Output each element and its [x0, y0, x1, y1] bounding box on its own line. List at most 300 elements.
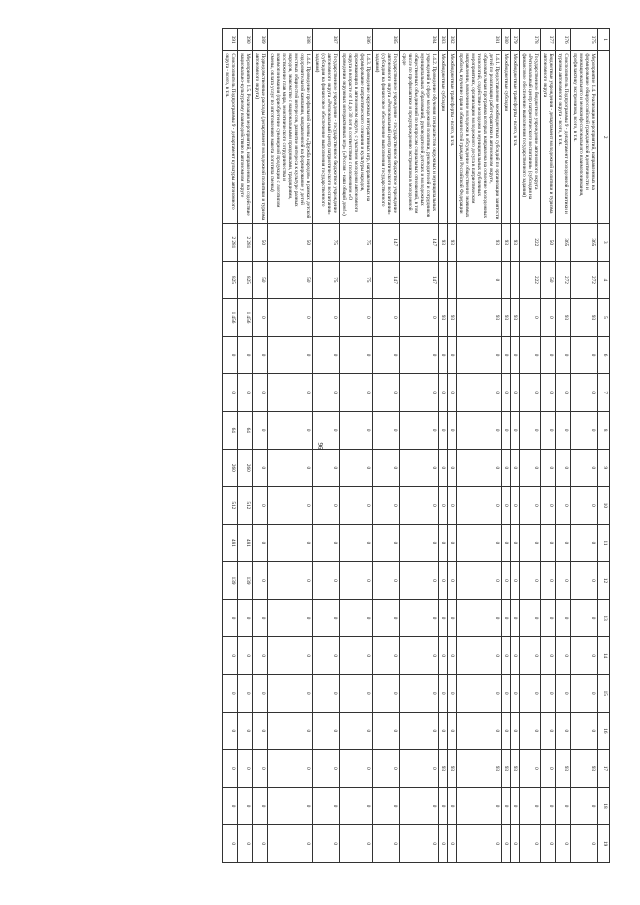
column-header: 18: [598, 787, 610, 825]
value-cell: 0: [511, 524, 520, 562]
row-description: Соисполнитель Подпрограммы 9 - департамент молодежной политики и туризма автономного округа - всего, в т.ч.: [556, 51, 571, 224]
value-cell: 50: [268, 224, 313, 262]
value-cell: 0: [448, 712, 457, 750]
row-number: 377: [541, 29, 556, 51]
value-cell: 0: [448, 411, 457, 449]
value-cell: 75: [340, 224, 373, 262]
value-cell: 93: [511, 224, 520, 262]
value-cell: 64: [238, 411, 253, 449]
table-row: [373, 29, 400, 863]
value-cell: 0: [448, 562, 457, 600]
value-cell: 0: [439, 825, 448, 863]
value-cell: 481: [238, 524, 253, 562]
value-cell: 93: [571, 299, 598, 337]
row-number: 378: [520, 29, 541, 51]
value-cell: 0: [556, 524, 571, 562]
value-cell: 0: [268, 449, 313, 487]
value-cell: 222: [520, 261, 541, 299]
value-cell: 0: [223, 637, 238, 675]
value-cell: 825: [238, 261, 253, 299]
value-cell: 825: [223, 261, 238, 299]
value-cell: 0: [571, 674, 598, 712]
value-cell: 0: [253, 524, 268, 562]
value-cell: 0: [373, 712, 400, 750]
value-cell: 93: [556, 299, 571, 337]
value-cell: 0: [511, 411, 520, 449]
value-cell: 0: [571, 374, 598, 412]
value-cell: 0: [400, 599, 439, 637]
row-description: Мероприятие 1.5. Реализация мероприятий, направленных на содействие национально-культурному взаимодействию в автономном округе: [238, 51, 253, 224]
value-cell: 0: [556, 449, 571, 487]
value-cell: 222: [520, 224, 541, 262]
column-header: 17: [598, 750, 610, 788]
value-cell: 0: [556, 674, 571, 712]
value-cell: 0: [439, 336, 448, 374]
value-cell: 0: [511, 712, 520, 750]
row-number: 376: [556, 29, 571, 51]
value-cell: 93: [448, 224, 457, 262]
value-cell: 147: [400, 224, 439, 262]
value-cell: 0: [340, 411, 373, 449]
value-cell: 93: [457, 224, 502, 262]
value-cell: 0: [439, 674, 448, 712]
value-cell: 260: [238, 449, 253, 487]
value-cell: 0: [457, 336, 502, 374]
value-cell: [448, 261, 457, 299]
value-cell: 0: [457, 374, 502, 412]
value-cell: 0: [448, 487, 457, 525]
value-cell: 0: [556, 374, 571, 412]
value-cell: 0: [373, 411, 400, 449]
value-cell: 0: [520, 299, 541, 337]
value-cell: 272: [571, 261, 598, 299]
value-cell: 0: [268, 787, 313, 825]
value-cell: 0: [571, 562, 598, 600]
value-cell: 0: [502, 637, 511, 675]
value-cell: 0: [373, 750, 400, 788]
value-cell: 0: [520, 411, 541, 449]
value-cell: 0: [511, 487, 520, 525]
value-cell: 0: [541, 674, 556, 712]
value-cell: 0: [502, 524, 511, 562]
value-cell: 147: [373, 224, 400, 262]
value-cell: 365: [556, 224, 571, 262]
value-cell: 0: [373, 637, 400, 675]
value-cell: 0: [520, 524, 541, 562]
value-cell: 0: [223, 336, 238, 374]
value-cell: 0: [439, 637, 448, 675]
value-cell: 0: [268, 750, 313, 788]
row-description: Бюджетные учреждения - департамент молодежной политики и туризма автономного округа: [541, 51, 556, 224]
value-cell: 481: [223, 524, 238, 562]
value-cell: 0: [448, 825, 457, 863]
value-cell: 0: [223, 599, 238, 637]
row-description: Межбюджетные субсидии: [502, 51, 511, 224]
value-cell: 93: [448, 750, 457, 788]
value-cell: 0: [541, 336, 556, 374]
value-cell: 0: [400, 449, 439, 487]
row-number: 388: [268, 29, 313, 51]
value-cell: 0: [541, 374, 556, 412]
value-cell: 93: [556, 750, 571, 788]
value-cell: 50: [268, 261, 313, 299]
value-cell: 512: [238, 487, 253, 525]
value-cell: 0: [556, 487, 571, 525]
value-cell: 0: [511, 787, 520, 825]
column-header: 15: [598, 674, 610, 712]
value-cell: 0: [313, 487, 340, 525]
value-cell: 0: [238, 674, 253, 712]
value-cell: 0: [457, 599, 502, 637]
value-cell: 0: [340, 487, 373, 525]
table-row: [571, 29, 598, 863]
value-cell: 93: [457, 299, 502, 337]
value-cell: 93: [457, 750, 502, 788]
value-cell: 0: [448, 637, 457, 675]
row-description: Подведомственные расходы (департамент молодежной политики и туризма автономного округа): [253, 51, 268, 224]
value-cell: 0: [253, 449, 268, 487]
table-row: [439, 29, 448, 863]
row-description: 1.4.1. Предоставление межбюджетных субсидий по организации занятости детей по реализации работ-практики в автономном округе, образовательная программа которых направлена на освоение молодежных технологий, содействие молодежи в муниципальных публичных мероприятиях, организацию молодежного досуга в патриотическом направлении, вовлечение молодежи в обсуждение общественно значимых проблем, изучение прав и обязанностей граждан Российской Федерации: [457, 51, 502, 224]
value-cell: 93: [502, 750, 511, 788]
value-cell: 0: [511, 637, 520, 675]
value-cell: 0: [541, 712, 556, 750]
value-cell: 0: [313, 750, 340, 788]
value-cell: 0: [571, 336, 598, 374]
value-cell: 0: [457, 261, 502, 299]
value-cell: 0: [340, 599, 373, 637]
value-cell: 0: [238, 712, 253, 750]
table-row: [448, 29, 457, 863]
value-cell: 0: [340, 449, 373, 487]
value-cell: 0: [439, 599, 448, 637]
table-row: [238, 29, 253, 863]
column-header: 2: [598, 51, 610, 224]
value-cell: 0: [313, 637, 340, 675]
column-header: 1: [598, 29, 610, 51]
value-cell: 0: [253, 637, 268, 675]
value-cell: 0: [556, 411, 571, 449]
row-number: 383: [439, 29, 448, 51]
column-header: 7: [598, 374, 610, 412]
value-cell: 0: [268, 825, 313, 863]
column-header: 12: [598, 562, 610, 600]
value-cell: 0: [400, 787, 439, 825]
value-cell: 0: [520, 449, 541, 487]
column-header: 5: [598, 299, 610, 337]
value-cell: 0: [313, 336, 340, 374]
value-cell: 2 281: [238, 224, 253, 262]
row-number: 380: [502, 29, 511, 51]
value-cell: 0: [313, 411, 340, 449]
value-cell: 0: [541, 299, 556, 337]
value-cell: 0: [268, 674, 313, 712]
value-cell: 93: [439, 750, 448, 788]
column-header: 11: [598, 524, 610, 562]
table-row: [313, 29, 340, 863]
value-cell: 0: [373, 449, 400, 487]
value-cell: 0: [313, 599, 340, 637]
value-cell: 0: [541, 562, 556, 600]
value-cell: 0: [439, 487, 448, 525]
value-cell: 0: [457, 712, 502, 750]
value-cell: 0: [502, 449, 511, 487]
value-cell: 0: [520, 825, 541, 863]
value-cell: 0: [313, 449, 340, 487]
row-description: Межбюджетные трансферты - всего, в т.ч.: [448, 51, 457, 224]
value-cell: 0: [268, 637, 313, 675]
value-cell: 0: [556, 825, 571, 863]
value-cell: 0: [556, 787, 571, 825]
value-cell: 0: [400, 562, 439, 600]
header-row: [598, 29, 610, 863]
value-cell: 0: [253, 487, 268, 525]
value-cell: 0: [448, 449, 457, 487]
value-cell: 0: [541, 449, 556, 487]
value-cell: 75: [340, 261, 373, 299]
value-cell: 0: [238, 336, 253, 374]
table-row: [541, 29, 556, 863]
page-number: 96: [316, 442, 324, 450]
value-cell: 272: [556, 261, 571, 299]
value-cell: 365: [571, 224, 598, 262]
value-cell: 0: [511, 449, 520, 487]
value-cell: 93: [439, 299, 448, 337]
value-cell: 0: [571, 637, 598, 675]
value-cell: 0: [541, 787, 556, 825]
value-cell: 0: [400, 825, 439, 863]
value-cell: 0: [541, 825, 556, 863]
value-cell: [511, 261, 520, 299]
value-cell: 0: [268, 336, 313, 374]
column-header: 3: [598, 224, 610, 262]
column-header: 16: [598, 712, 610, 750]
row-number: 379: [511, 29, 520, 51]
table-row: [400, 29, 439, 863]
value-cell: 0: [448, 374, 457, 412]
table-body: [223, 29, 598, 863]
value-cell: 0: [340, 787, 373, 825]
value-cell: 0: [268, 524, 313, 562]
row-description: 1.4.2. Проведение обучения специалистов окружных и муниципальных учреждений в сфере молодежной политики, руководителей и сотрудников муниципальных образований, руководителей детских и молодежных общественных объединений по вопросам социальных отношений, в том числе по профилактике и предупреждению экстремизма в молодежной среде: [400, 51, 439, 224]
value-cell: 0: [253, 299, 268, 337]
value-cell: 0: [238, 825, 253, 863]
value-cell: 0: [313, 374, 340, 412]
value-cell: 0: [268, 374, 313, 412]
table-row: [556, 29, 571, 863]
value-cell: 0: [373, 336, 400, 374]
value-cell: 0: [340, 674, 373, 712]
value-cell: 0: [253, 411, 268, 449]
row-number: 389: [253, 29, 268, 51]
value-cell: 0: [502, 374, 511, 412]
value-cell: 0: [340, 374, 373, 412]
value-cell: 1 456: [238, 299, 253, 337]
value-cell: 0: [556, 562, 571, 600]
value-cell: 0: [571, 712, 598, 750]
column-header: 8: [598, 411, 610, 449]
row-description: 1.4.4. Проведение профильной смены «Дружба народов» в рамках детской оздоровительной кампании, направленной на формирование у детей местных общностей интересов, развитие интереса к культуре разных народов, знакомство с национальными праздниками, традициями, постижение глав мира, межэтнического сотрудничества и взаимопонимания (приобретение сувенирной продукции с логотипом смены, оплата услуг по изготовлению макета логотипа смены): [268, 51, 313, 224]
row-description: Государственное учреждение - государственное бюджетное учреждение автономного округа «Региональный центр патриотического воспитания» (субсидия на финансовое обеспечение выполнения государственного задания): [313, 51, 340, 224]
value-cell: 0: [340, 825, 373, 863]
value-cell: 0: [400, 637, 439, 675]
value-cell: 0: [400, 336, 439, 374]
value-cell: 147: [400, 261, 439, 299]
value-cell: 260: [223, 449, 238, 487]
value-cell: 0: [511, 825, 520, 863]
value-cell: 0: [520, 374, 541, 412]
value-cell: 0: [571, 411, 598, 449]
value-cell: 0: [400, 487, 439, 525]
value-cell: 0: [520, 637, 541, 675]
value-cell: 0: [439, 374, 448, 412]
value-cell: 0: [457, 487, 502, 525]
value-cell: 50: [253, 261, 268, 299]
value-cell: 0: [457, 787, 502, 825]
value-cell: 0: [268, 487, 313, 525]
value-cell: 93: [502, 224, 511, 262]
value-cell: 0: [439, 411, 448, 449]
value-cell: 0: [253, 787, 268, 825]
value-cell: 512: [223, 487, 238, 525]
value-cell: 0: [448, 336, 457, 374]
row-number: 387: [313, 29, 340, 51]
value-cell: 0: [439, 712, 448, 750]
value-cell: 0: [340, 299, 373, 337]
value-cell: 75: [313, 261, 340, 299]
value-cell: 0: [373, 674, 400, 712]
value-cell: 0: [520, 562, 541, 600]
value-cell: 0: [502, 411, 511, 449]
table-row: [340, 29, 373, 863]
value-cell: 0: [541, 411, 556, 449]
value-cell: 0: [223, 374, 238, 412]
value-cell: 0: [520, 750, 541, 788]
value-cell: 0: [340, 712, 373, 750]
value-cell: 0: [313, 299, 340, 337]
value-cell: 93: [448, 299, 457, 337]
value-cell: 0: [571, 599, 598, 637]
value-cell: 0: [313, 712, 340, 750]
value-cell: 0: [448, 787, 457, 825]
value-cell: 0: [511, 674, 520, 712]
value-cell: 0: [238, 787, 253, 825]
value-cell: 0: [502, 562, 511, 600]
value-cell: 0: [223, 712, 238, 750]
value-cell: 0: [439, 787, 448, 825]
value-cell: 0: [541, 637, 556, 675]
value-cell: 0: [556, 599, 571, 637]
value-cell: 0: [373, 599, 400, 637]
value-cell: 50: [541, 224, 556, 262]
value-cell: 0: [313, 674, 340, 712]
value-cell: 0: [268, 411, 313, 449]
value-cell: 0: [502, 599, 511, 637]
value-cell: 0: [439, 524, 448, 562]
value-cell: 0: [520, 599, 541, 637]
table-row: [253, 29, 268, 863]
value-cell: 75: [313, 224, 340, 262]
value-cell: 0: [571, 487, 598, 525]
value-cell: 93: [511, 299, 520, 337]
value-cell: 0: [457, 449, 502, 487]
value-cell: 0: [457, 562, 502, 600]
row-description: Государственное бюджетное учреждение автономного округа «Региональный центр патриотического воспитания» (субсидия на финансовое обеспечение выполнения государственного задания): [520, 51, 541, 224]
row-description: Межбюджетные субсидии: [439, 51, 448, 224]
column-header: 6: [598, 336, 610, 374]
value-cell: 0: [373, 524, 400, 562]
value-cell: 0: [439, 562, 448, 600]
value-cell: 0: [373, 374, 400, 412]
row-number: 384: [400, 29, 439, 51]
value-cell: 0: [400, 712, 439, 750]
row-number: 390: [238, 29, 253, 51]
value-cell: 0: [571, 524, 598, 562]
row-number: 375: [571, 29, 598, 51]
value-cell: 0: [253, 674, 268, 712]
value-cell: 0: [448, 599, 457, 637]
value-cell: 0: [340, 336, 373, 374]
value-cell: 0: [268, 712, 313, 750]
value-cell: 0: [457, 674, 502, 712]
value-cell: 0: [457, 524, 502, 562]
row-description: Мероприятие 1.4. Реализация мероприятий, направленных на формирование общероссийской гражданской идентичности и межнационального и межконфессионального взаимопонимания, профилактику экстремизма, всего, в т.ч.: [571, 51, 598, 224]
value-cell: 0: [373, 299, 400, 337]
value-cell: 0: [313, 825, 340, 863]
value-cell: 0: [520, 712, 541, 750]
row-number: 391: [223, 29, 238, 51]
value-cell: 0: [502, 336, 511, 374]
value-cell: 0: [541, 524, 556, 562]
value-cell: 0: [373, 825, 400, 863]
column-header: 13: [598, 599, 610, 637]
value-cell: 0: [541, 599, 556, 637]
table-row: [268, 29, 313, 863]
value-cell: 0: [571, 825, 598, 863]
value-cell: 0: [238, 374, 253, 412]
column-header: 19: [598, 825, 610, 863]
value-cell: 0: [253, 374, 268, 412]
value-cell: 0: [238, 750, 253, 788]
value-cell: 0: [448, 674, 457, 712]
rotated-table-wrapper: [60, 28, 610, 863]
value-cell: 0: [400, 524, 439, 562]
budget-table: [222, 28, 610, 863]
row-number: 381: [457, 29, 502, 51]
value-cell: 0: [253, 562, 268, 600]
value-cell: 2 281: [223, 224, 238, 262]
value-cell: 0: [268, 299, 313, 337]
value-cell: 93: [571, 750, 598, 788]
value-cell: 0: [400, 674, 439, 712]
value-cell: 0: [457, 637, 502, 675]
value-cell: 0: [439, 449, 448, 487]
table-row: [502, 29, 511, 863]
value-cell: 1 456: [223, 299, 238, 337]
value-cell: 0: [511, 374, 520, 412]
table-row: [223, 29, 238, 863]
column-header: 14: [598, 637, 610, 675]
value-cell: 0: [400, 750, 439, 788]
row-number: 382: [448, 29, 457, 51]
value-cell: 0: [253, 599, 268, 637]
value-cell: 0: [238, 599, 253, 637]
value-cell: 0: [223, 787, 238, 825]
value-cell: 0: [520, 787, 541, 825]
value-cell: 0: [373, 787, 400, 825]
value-cell: 0: [502, 487, 511, 525]
value-cell: 0: [400, 299, 439, 337]
